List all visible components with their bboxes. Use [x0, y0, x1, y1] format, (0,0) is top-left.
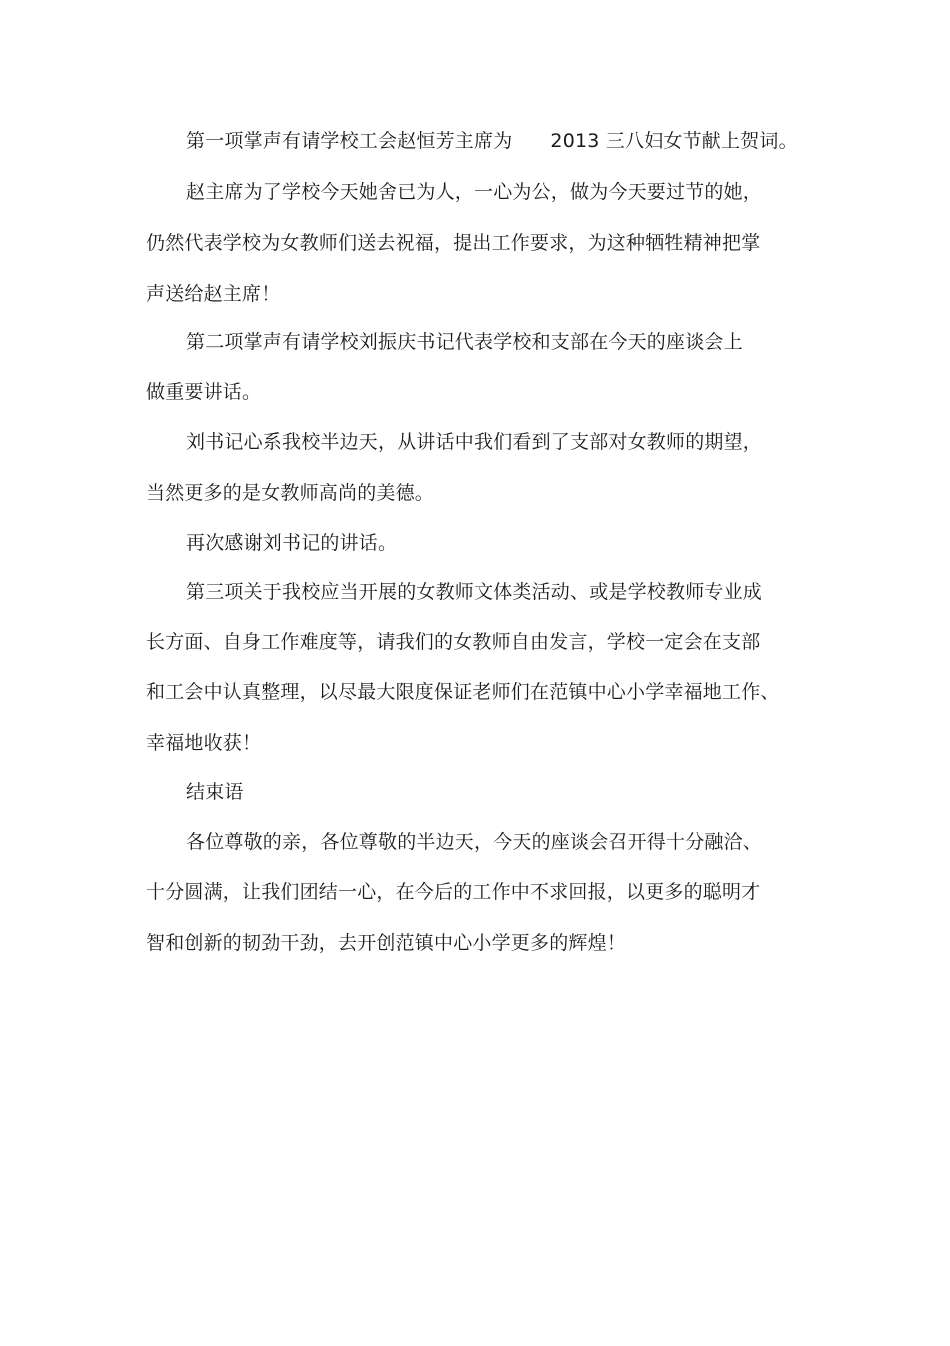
paragraph-line: 幸福地收获！ [146, 732, 262, 754]
paragraph-line: 再次感谢刘书记的讲话。 [186, 532, 398, 554]
paragraph-line: 智和创新的韧劲干劲，去开创范镇中心小学更多的辉煌！ [146, 932, 627, 954]
paragraph-line: 刘书记心系我校半边天，从讲话中我们看到了支部对女教师的期望， [186, 431, 763, 453]
line-text-part: 2013 三八妇女节献上贺词。 [550, 130, 798, 152]
line-text-part: 第一项掌声有请学校工会赵恒芳主席为 [186, 130, 513, 152]
paragraph-line [186, 129, 798, 153]
paragraph-line: 第二项掌声有请学校刘振庆书记代表学校和支部在今天的座谈会上 [186, 331, 743, 353]
paragraph-line: 做重要讲话。 [146, 381, 262, 403]
paragraph-line: 和工会中认真整理，以尽最大限度保证老师们在范镇中心小学幸福地工作、 [146, 681, 780, 703]
paragraph-line: 当然更多的是女教师高尚的美德。 [146, 482, 435, 504]
paragraph-line: 各位尊敬的亲，各位尊敬的半边天，今天的座谈会召开得十分融洽、 [186, 831, 763, 853]
paragraph-line: 赵主席为了学校今天她舍已为人，一心为公，做为今天要过节的她， [186, 181, 763, 203]
paragraph-line: 长方面、自身工作难度等，请我们的女教师自由发言，学校一定会在支部 [146, 631, 761, 653]
paragraph-line: 声送给赵主席！ [146, 283, 281, 305]
paragraph-line: 仍然代表学校为女教师们送去祝福，提出工作要求，为这种牺牲精神把掌 [146, 232, 761, 254]
paragraph-line: 第三项关于我校应当开展的女教师文体类活动、或是学校教师专业成 [186, 581, 763, 603]
paragraph-line: 十分圆满，让我们团结一心，在今后的工作中不求回报，以更多的聪明才 [146, 881, 761, 903]
section-heading: 结束语 [186, 781, 244, 803]
